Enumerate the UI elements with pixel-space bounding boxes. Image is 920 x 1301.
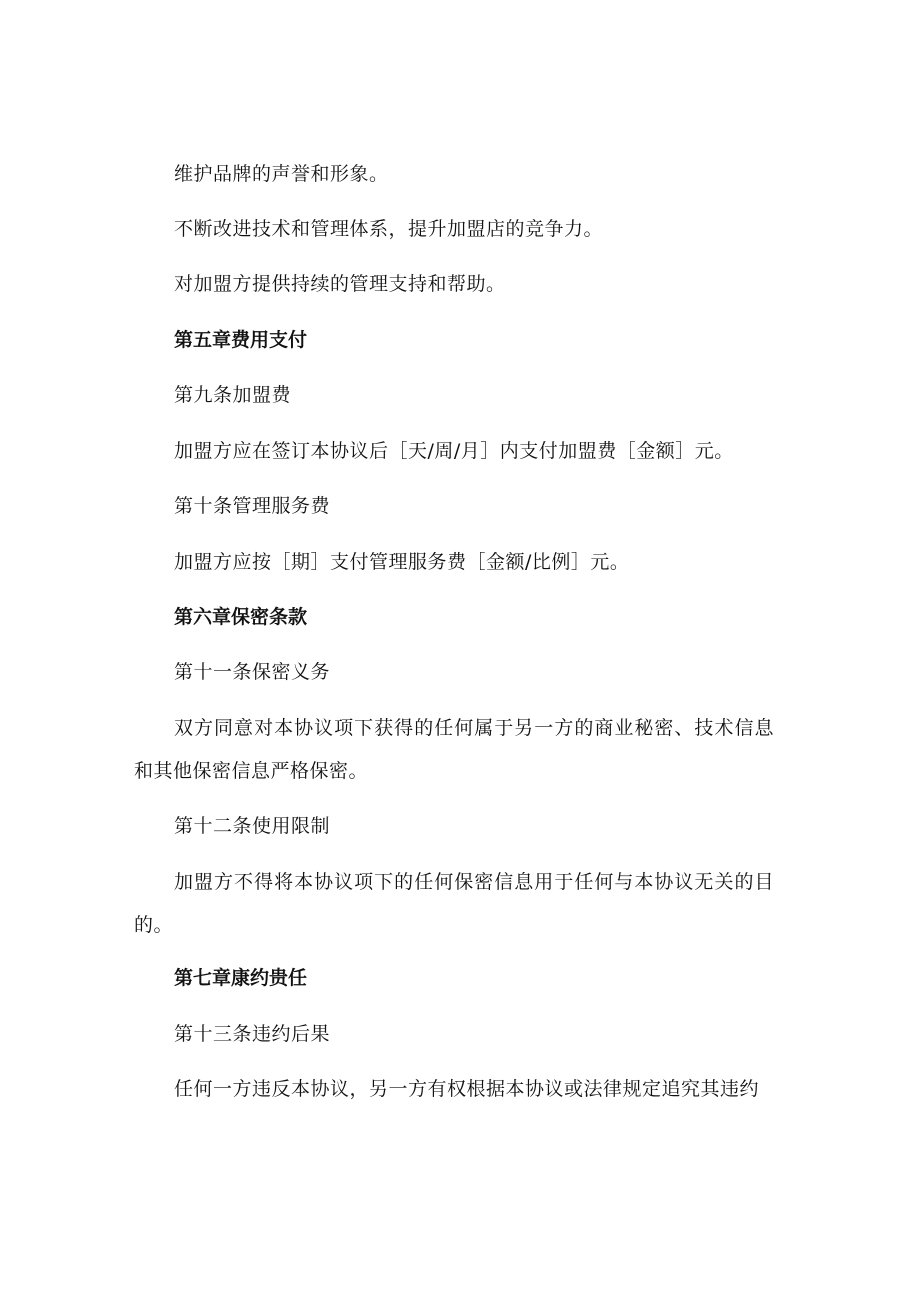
article-10-title: 第十条管理服务费 [174,495,331,517]
chapter-5-heading: 第五章费用支付 [174,329,308,351]
article-13-title: 第十三条违约后果 [174,1023,331,1045]
paragraph-management-support: 对加盟方提供持续的管理支持和帮助。 [174,273,506,295]
paragraph-service-fee: 加盟方应按［期］支付管理服务费［金额/比例］元。 [174,551,630,573]
chapter-7-heading: 第七章康约贵任 [174,967,308,989]
article-12-title: 第十二条使用限制 [174,815,331,837]
article-11-title: 第十一条保密义务 [174,661,331,683]
paragraph-breach-consequence: 任何一方违反本协议，另一方有权根据本协议或法律规定追究其违约 [174,1078,760,1100]
paragraph-improve-system: 不断改进技术和管理体系，提升加盟店的竞争力。 [174,218,604,240]
paragraph-franchise-fee: 加盟方应在签订本协议后［天/周/月］内支付加盟费［金额］元。 [174,440,734,462]
paragraph-brand-reputation: 维护品牌的声誉和形象。 [174,163,389,185]
chapter-6-heading: 第六章保密条款 [174,606,308,628]
paragraph-confidentiality-obligation: 双方同意对本协议项下获得的任何属于另一方的商业秘密、技术信息和其他保密信息严格保密。 [134,717,774,782]
article-9-title: 第九条加盟费 [174,384,292,406]
paragraph-use-restriction: 加盟方不得将本协议项下的任何保密信息用于任何与本协议无关的目的。 [134,871,774,936]
